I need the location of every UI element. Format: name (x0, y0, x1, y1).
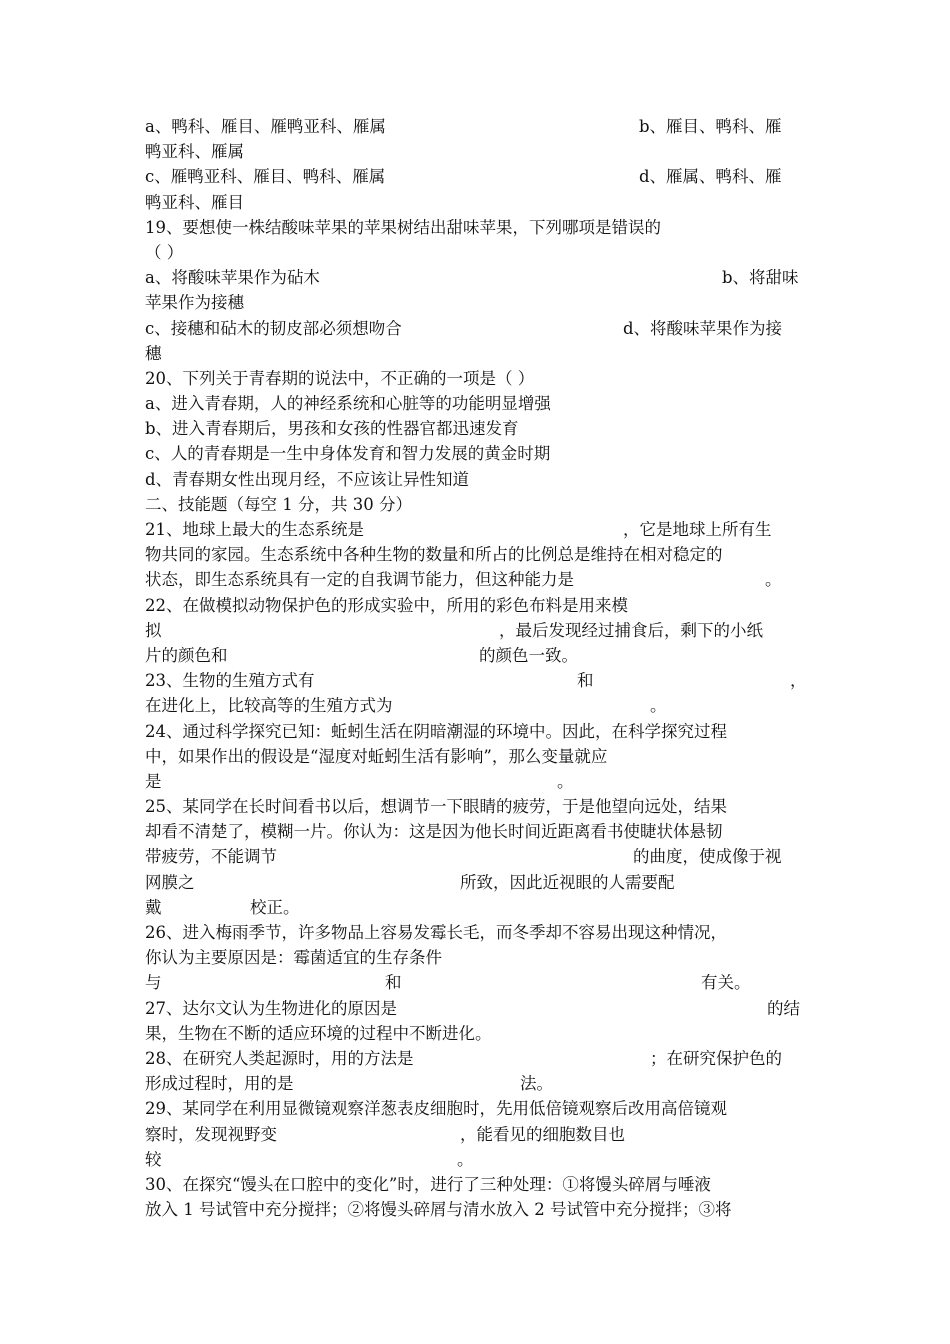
text-line (145, 441, 805, 466)
option-text: 穗 (145, 343, 162, 363)
document-page (145, 114, 805, 1222)
question-text: 拟 (145, 620, 162, 640)
question-text: 察时，发现视野变 (145, 1124, 277, 1144)
question-text: 的曲度，使成像于视 (633, 847, 782, 867)
option-c: c、接穗和砧木的韧皮部必须想吻合 (145, 318, 402, 338)
section-title: 二、技能题（每空 1 分，共 30 分） (145, 494, 412, 514)
question-28 (145, 1046, 805, 1071)
text-line (145, 744, 805, 769)
text-line (145, 416, 805, 441)
answer-blank: （ ） (145, 242, 184, 262)
text-line (145, 1197, 805, 1222)
question-23 (145, 668, 805, 693)
question-text: 和 (577, 671, 594, 691)
text-line (145, 265, 805, 290)
text-line (145, 945, 805, 970)
text-line (145, 114, 805, 139)
question-29 (145, 1096, 805, 1121)
text-line (145, 643, 805, 668)
question-text: 所致，因此近视眼的人需要配 (460, 872, 675, 892)
question-text: 30、在探究“馒头在口腔中的变化”时，进行了三种处理：①将馒头碎屑与唾液 (145, 1174, 711, 1194)
question-text: 29、某同学在利用显微镜观察洋葱表皮细胞时，先用低倍镜观察后改用高倍镜观 (145, 1099, 727, 1119)
question-text: ；在研究保护色的 (650, 1048, 782, 1068)
question-text: 。 (765, 570, 782, 590)
question-text: 19、要想使一株结酸味苹果的苹果树结出甜味苹果，下列哪项是错误的 (145, 217, 661, 237)
question-text: 较 (145, 1149, 162, 1169)
question-26 (145, 920, 805, 945)
question-22 (145, 593, 805, 618)
question-text: 校正。 (250, 897, 300, 917)
option-d: d、青春期女性出现月经，不应该让异性知道 (145, 469, 470, 489)
text-line (145, 542, 805, 567)
question-text: 23、生物的生殖方式有 (145, 671, 315, 691)
question-text: 21、地球上最大的生态系统是 (145, 520, 364, 539)
text-line (145, 970, 805, 995)
text-line (145, 164, 805, 189)
question-text: 的结 (767, 998, 800, 1018)
question-19 (145, 215, 805, 240)
text-line (145, 870, 805, 895)
option-text: 苹果作为接穗 (145, 293, 244, 313)
question-text: 。 (457, 1149, 474, 1169)
text-line (145, 819, 805, 844)
option-b: b、将甜味 (722, 268, 799, 288)
option-d: d、雁属、鸭科、雁 (639, 167, 782, 187)
question-text: 法。 (520, 1074, 553, 1094)
option-b: b、雁目、鸭科、雁 (639, 117, 782, 136)
question-text: 24、通过科学探究已知：蚯蚓生活在阴暗潮湿的环境中。因此，在科学探究过程 (145, 721, 727, 741)
option-d: d、将酸味苹果作为接 (623, 318, 783, 338)
question-21 (145, 517, 805, 542)
question-text: ， (790, 671, 807, 691)
question-27 (145, 996, 805, 1021)
question-30 (145, 1172, 805, 1197)
question-24 (145, 719, 805, 744)
question-text: 戴 (145, 897, 162, 917)
question-text: 放入 1 号试管中充分搅拌；②将馒头碎屑与清水放入 2 号试管中充分搅拌；③将 (145, 1200, 732, 1220)
question-text: 和 (385, 973, 402, 993)
text-line (145, 240, 805, 265)
text-line (145, 567, 805, 592)
question-text: ，它是地球上所有生 (623, 520, 772, 539)
question-text: 网膜之 (145, 872, 195, 892)
question-text: 形成过程时，用的是 (145, 1074, 294, 1094)
text-line (145, 391, 805, 416)
text-line (145, 290, 805, 315)
question-text: 与 (145, 973, 162, 993)
question-text: 。 (557, 771, 574, 791)
text-line (145, 139, 805, 164)
option-b: b、进入青春期后，男孩和女孩的性器官都迅速发育 (145, 419, 519, 439)
section-heading (145, 492, 805, 517)
option-text: 鸭亚科、雁目 (145, 192, 244, 212)
text-line (145, 1071, 805, 1096)
text-line (145, 341, 805, 366)
question-text: 是 (145, 771, 162, 791)
question-text: 果，生物在不断的适应环境的过程中不断进化。 (145, 1023, 492, 1043)
question-text: 28、在研究人类起源时，用的方法是 (145, 1048, 414, 1068)
text-line (145, 190, 805, 215)
text-line (145, 316, 805, 341)
question-text: 。 (650, 696, 667, 716)
question-text: 在进化上，比较高等的生殖方式为 (145, 696, 393, 716)
text-line (145, 1021, 805, 1046)
text-line (145, 895, 805, 920)
question-text: 26、进入梅雨季节，许多物品上容易发霉长毛，而冬季却不容易出现这种情况， (145, 923, 727, 942)
question-text: 22、在做模拟动物保护色的形成实验中，所用的彩色布料是用来模 (145, 595, 628, 615)
question-text: 有关。 (701, 973, 751, 993)
question-text: 27、达尔文认为生物进化的原因是 (145, 998, 397, 1018)
option-c: c、雁鸭亚科、雁目、鸭科、雁属 (145, 167, 386, 187)
text-line (145, 1122, 805, 1147)
option-a: a、鸭科、雁目、雁鸭亚科、雁属 (145, 117, 386, 136)
text-line (145, 467, 805, 492)
question-20 (145, 366, 805, 391)
option-a: a、进入青春期，人的神经系统和心脏等的功能明显增强 (145, 394, 551, 414)
text-line (145, 769, 805, 794)
question-text: 却看不清楚了，模糊一片。你认为：这是因为他长时间近距离看书使睫状体悬韧 (145, 822, 723, 842)
text-line (145, 1147, 805, 1172)
question-text: 的颜色一致。 (479, 645, 578, 665)
option-text: 鸭亚科、雁属 (145, 142, 244, 162)
question-text: 中，如果作出的假设是“湿度对蚯蚓生活有影响”，那么变量就应 (145, 746, 608, 766)
question-text: 25、某同学在长时间看书以后，想调节一下眼睛的疲劳，于是他望向远处，结果 (145, 797, 727, 817)
question-text: 你认为主要原因是：霉菌适宜的生存条件 (145, 948, 442, 968)
text-line (145, 693, 805, 718)
text-line (145, 844, 805, 869)
question-text: 状态，即生态系统具有一定的自我调节能力，但这种能力是 (145, 570, 574, 590)
question-text: ，最后发现经过捕食后，剩下的小纸 (499, 620, 763, 640)
question-text: 片的颜色和 (145, 645, 228, 665)
question-text: 物共同的家园。生态系统中各种生物的数量和所占的比例总是维持在相对稳定的 (145, 545, 723, 565)
option-c: c、人的青春期是一生中身体发育和智力发展的黄金时期 (145, 444, 551, 464)
question-25 (145, 794, 805, 819)
question-text: 带疲劳，不能调节 (145, 847, 277, 867)
question-text: 20、下列关于青春期的说法中，不正确的一项是（ ） (145, 368, 535, 388)
option-a: a、将酸味苹果作为砧木 (145, 268, 320, 288)
text-line (145, 618, 805, 643)
question-text: ，能看见的细胞数目也 (460, 1124, 625, 1144)
